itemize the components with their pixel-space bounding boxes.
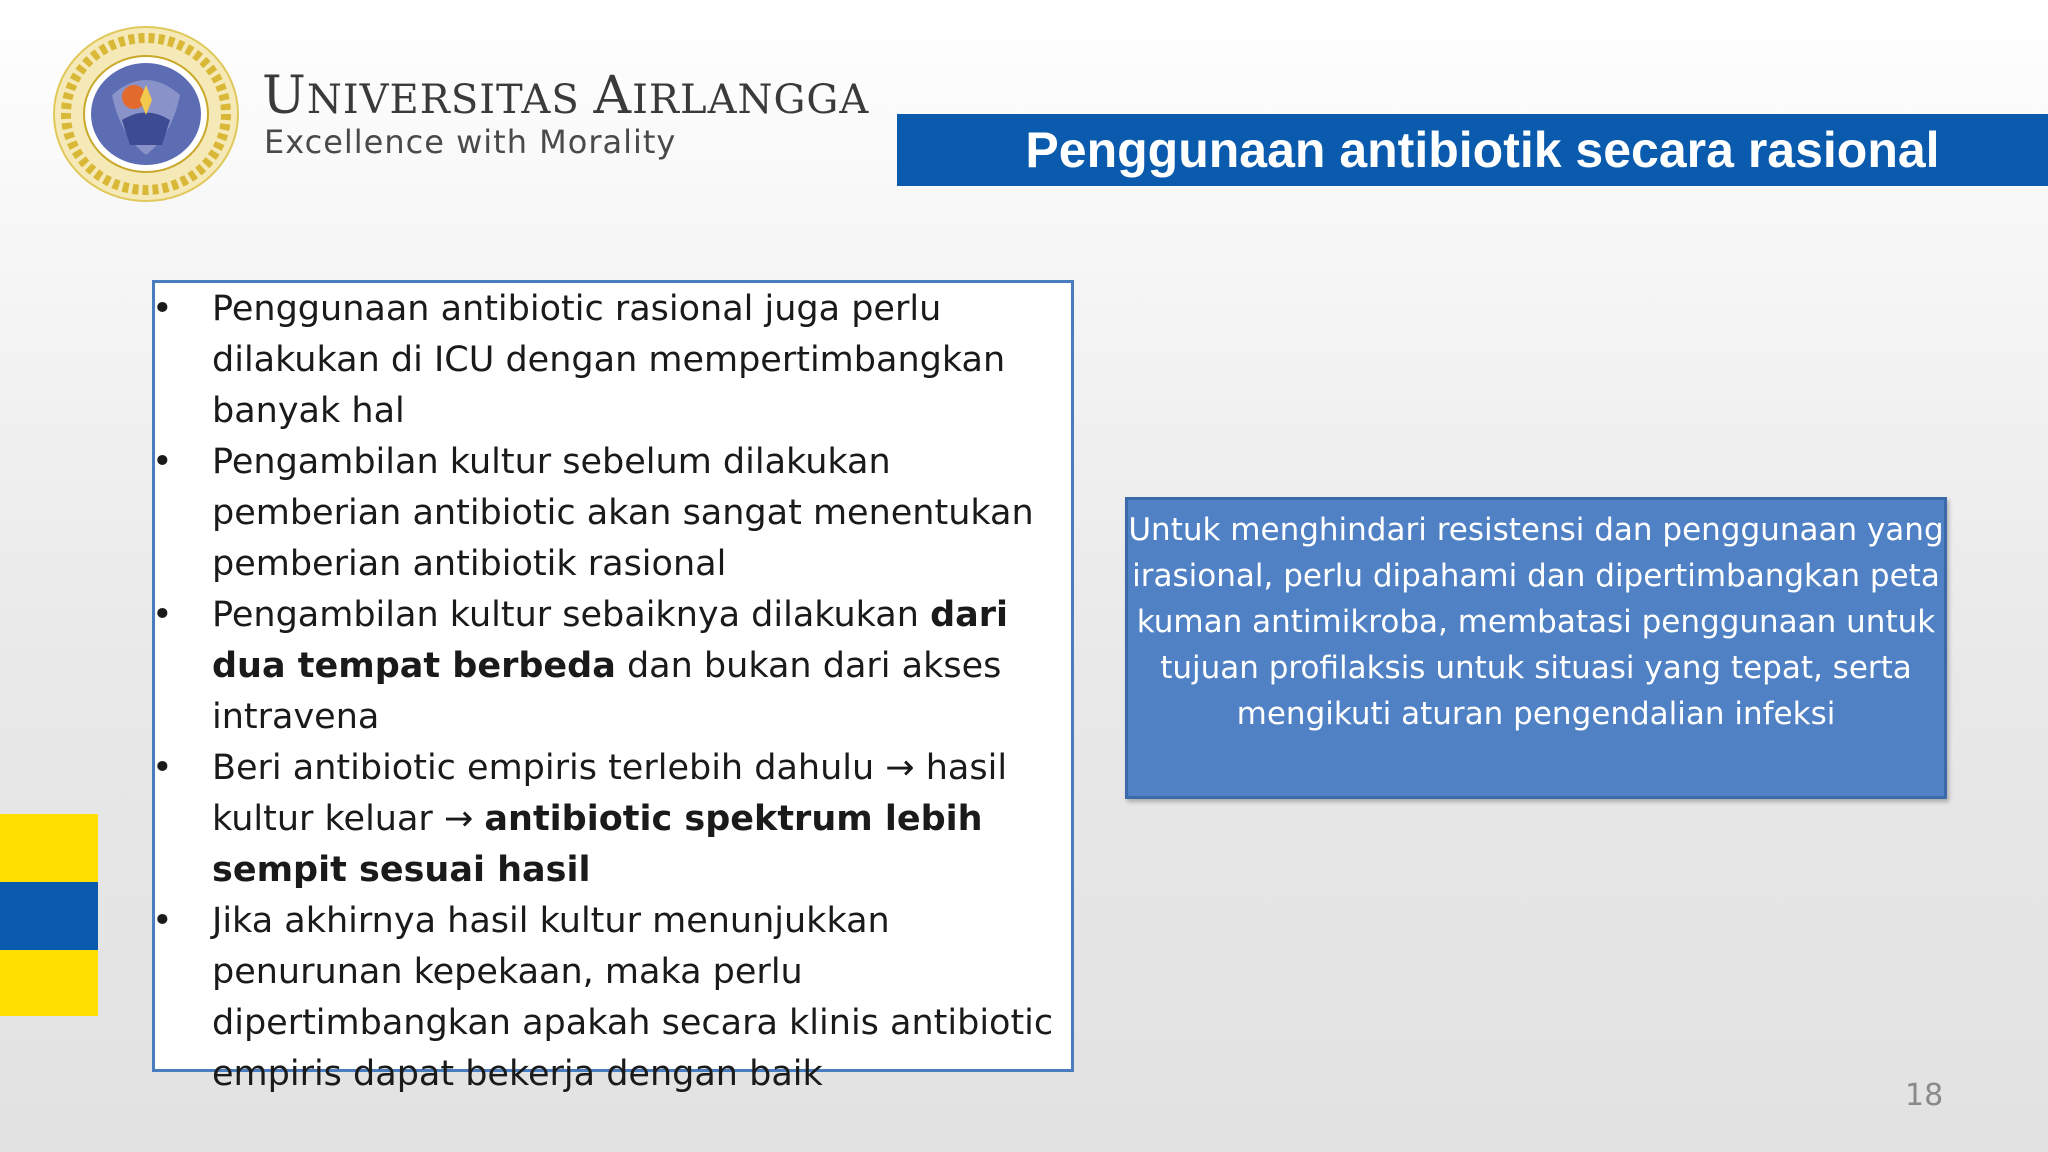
side-strip-blue — [0, 882, 98, 950]
bullet-list — [152, 284, 1082, 1100]
bullet-dot: • — [152, 595, 173, 635]
bullet-dot: • — [152, 289, 173, 329]
bullet-item — [152, 896, 1082, 1100]
bullet-item — [152, 743, 1082, 896]
side-strip-yellow-top — [0, 814, 98, 882]
bullet-text-bold: dari dua tempat berbeda — [212, 595, 1009, 686]
bullet-text-bold: antibiotic spektrum lebih sempit sesuai hasil — [212, 799, 983, 890]
bullet-item — [152, 437, 1082, 590]
bullet-dot: • — [152, 901, 173, 941]
university-name: UNIVERSITAS AIRLANGGA — [262, 66, 870, 126]
bullet-text: Pengambilan kultur sebelum dilakukan pemberian antibiotic akan sangat menentukan pemberian antibiotik rasional — [212, 442, 1034, 584]
bullet-text: Penggunaan antibiotic rasional juga perlu dilakukan di ICU dengan mempertimbangkan banyak hal — [212, 289, 1006, 431]
bullet-text: dan bukan dari akses intravena — [212, 646, 1002, 737]
page-number: 18 — [1905, 1078, 1944, 1113]
side-strip-yellow-bottom — [0, 950, 98, 1016]
info-box-text: Untuk menghindari resistensi dan penggunaan yang irasional, perlu dipahami dan dipertimbangkan peta kuman antimikroba, membatasi penggunaan untuk tujuan profilaksis untuk situasi yang tepat, serta mengikuti aturan pengendalian infeksi — [1128, 512, 1944, 732]
bullet-text: Jika akhirnya hasil kultur menunjukkan penurunan kepekaan, maka perlu dipertimbangkan apakah secara klinis antibiotic empiris dapat bekerja dengan baik — [212, 901, 1054, 1094]
bullet-item — [152, 590, 1082, 743]
bullet-dot: • — [152, 442, 173, 482]
bullet-item — [152, 284, 1082, 437]
university-seal-icon — [52, 25, 240, 203]
bullet-text: Pengambilan kultur sebaiknya dilakukan — [212, 595, 931, 635]
slide-title: Penggunaan antibiotik secara rasional — [1025, 122, 1940, 178]
bullet-text: Beri antibiotic empiris terlebih dahulu → hasil kultur keluar → — [212, 748, 1008, 839]
bullet-dot: • — [152, 748, 173, 788]
university-tagline: Excellence with Morality — [264, 123, 677, 161]
